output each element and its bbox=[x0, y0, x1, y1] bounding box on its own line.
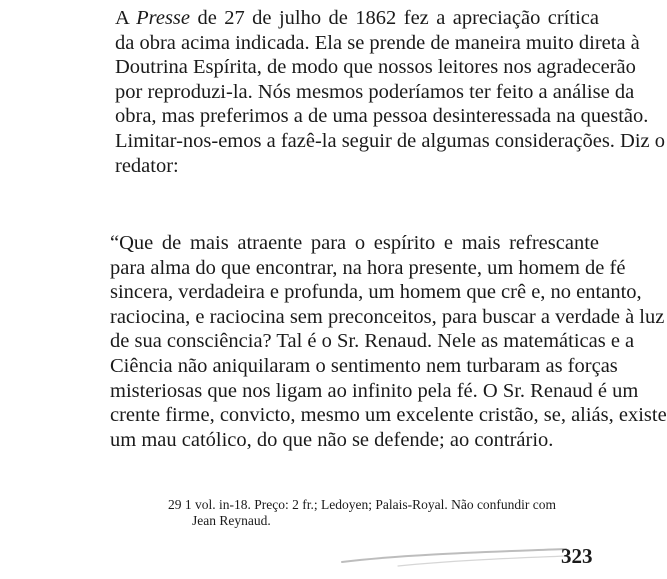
text-line: obra, mas preferimos a de uma pessoa desinteressada na questão. bbox=[115, 105, 649, 128]
newspaper-title: Presse bbox=[136, 7, 191, 29]
page-number: 323 bbox=[561, 544, 593, 568]
text-line: redator: bbox=[115, 154, 179, 177]
text-line: da obra acima indicada. Ela se prende de maneira muito direta à bbox=[115, 31, 640, 54]
text-line: por reproduzi-la. Nós mesmos poderíamos ter feito a análise da bbox=[115, 80, 635, 103]
text-line: A Presse de 27 de julho de 1862 fez a apreciação crítica bbox=[115, 7, 599, 29]
text-line: crente firme, convicto, mesmo um excelente cristão, se, aliás, existe bbox=[110, 404, 667, 427]
footnote bbox=[168, 497, 600, 529]
page-ornament-swoosh bbox=[338, 540, 570, 570]
text-line: para alma do que encontrar, na hora presente, um homem de fé bbox=[110, 256, 626, 279]
text-line: Ciência não aniquilaram o sentimento nem turbaram as forças bbox=[110, 354, 618, 377]
paragraph-intro bbox=[7, 6, 666, 178]
paragraph-quote bbox=[7, 231, 667, 452]
text-line: Doutrina Espírita, de modo que nossos leitores nos agradecerão bbox=[115, 56, 636, 79]
footnote-line: Jean Reynaud. bbox=[192, 513, 271, 528]
text-line: sincera, verdadeira e profunda, um homem que crê e, no entanto, bbox=[110, 281, 642, 304]
footnote-line: 29 1 vol. in-18. Preço: 2 fr.; Ledoyen; Palais-Royal. Não confundir com bbox=[168, 497, 557, 512]
text-line: “Que de mais atraente para o espírito e mais refrescante bbox=[110, 232, 599, 254]
text-line: um mau católico, do que não se defende; ao contrário. bbox=[110, 428, 554, 451]
text-line: misteriosas que nos ligam ao infinito pela fé. O Sr. Renaud é um bbox=[110, 379, 639, 402]
text-line: raciocina, e raciocina sem preconceitos, para buscar a verdade à luz bbox=[110, 305, 665, 328]
text-line: de sua consciência? Tal é o Sr. Renaud. Nele as matemáticas e a bbox=[110, 330, 635, 353]
text-line: Limitar-nos-emos a fazê-la seguir de algumas considerações. Diz o bbox=[115, 129, 666, 152]
